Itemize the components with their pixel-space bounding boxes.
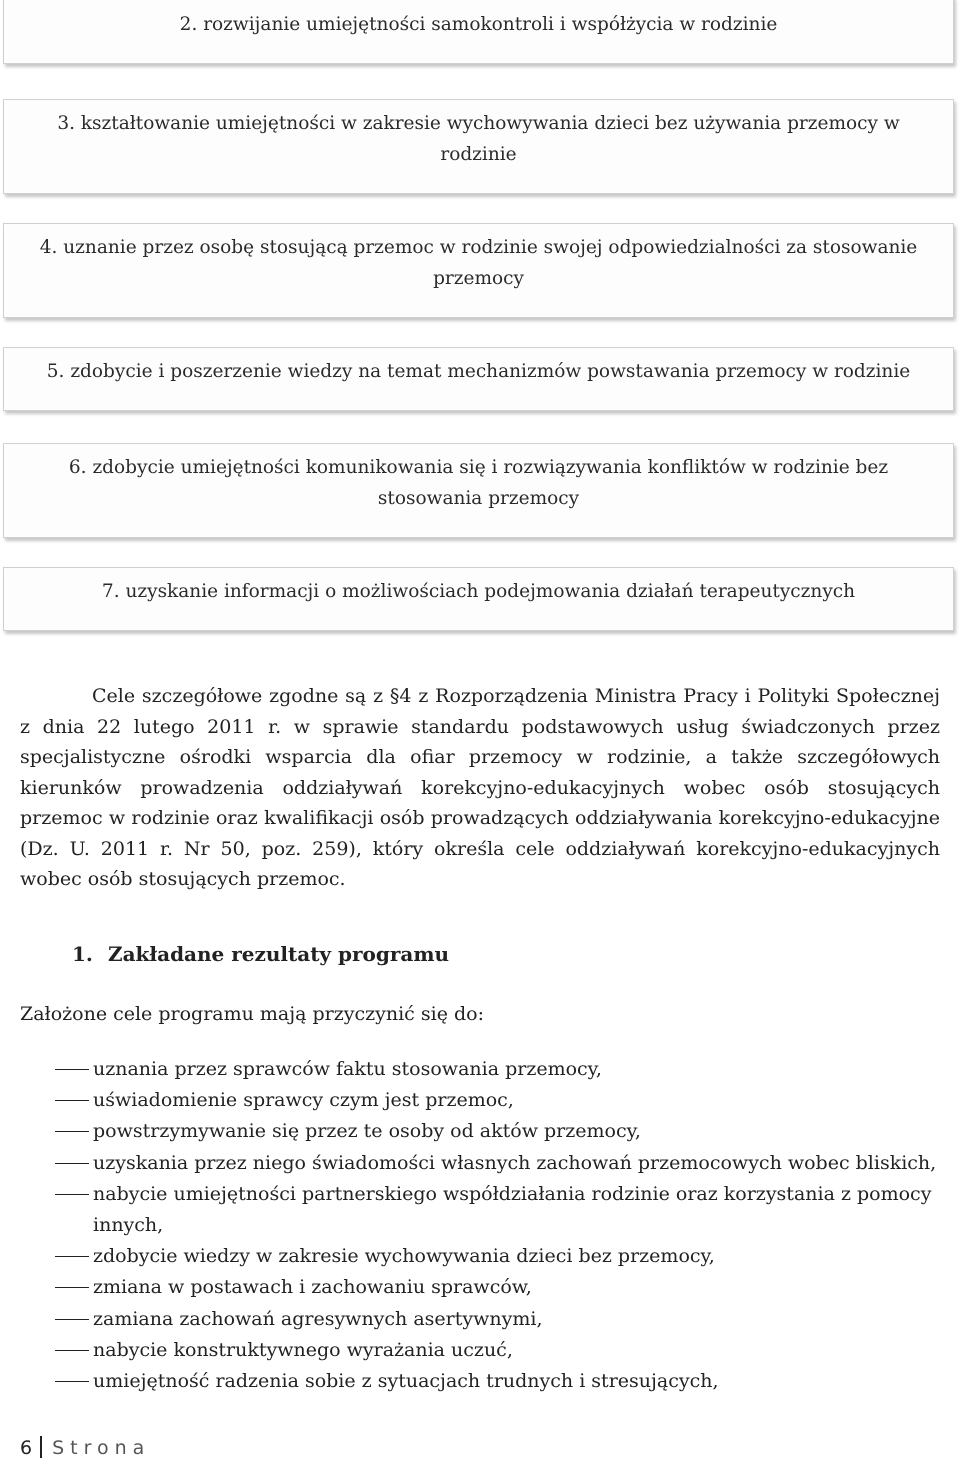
list-item-text: uznania przez sprawców faktu stosowania przemocy, [93,1058,602,1080]
list-item-text: zamiana zachowań agresywnych asertywnymi, [93,1307,543,1330]
goal-text: 4. uznanie przez osobę stosującą przemoc w rodzinie swojej odpowiedzialności za stosowanie przemocy [39,237,918,289]
page-footer [20,1436,150,1459]
list-item-text: umiejętność radzenia sobie z sytuacjach trudnych i stresujących, [93,1370,719,1393]
goal-text: 2. rozwijanie umiejętności samokontroli i współżycia w rodzinie [179,14,778,35]
list-item [0,1085,943,1116]
list-item [0,1366,943,1397]
dash-bullet [55,1194,89,1195]
dash-bullet [55,1100,89,1101]
list-item-text: zmiana w postawach i zachowaniu sprawców, [93,1276,532,1299]
list-item-text: uzyskania przez niego świadomości własnych zachowań przemocowych wobec bliskich, [93,1151,937,1174]
list-item-text: nabycie umiejętności partnerskiego współdziałania rodzinie oraz korzystania z pomocy innych, [93,1182,932,1237]
list-item-text: nabycie konstruktywnego wyrażania uczuć, [93,1338,513,1361]
list-item [0,1148,943,1179]
dash-bullet [55,1131,89,1132]
list-item-text: uświadomienie sprawcy czym jest przemoc, [93,1089,514,1112]
list-item [0,1272,943,1303]
footer-separator [40,1436,42,1458]
dash-bullet [55,1319,89,1320]
legal-paragraph: Cele szczegółowe zgodne są z §4 z Rozporządzenia Ministra Pracy i Polityki Społecznej z dnia 22 lutego 2011 r. w sprawie standardu podstawowych usług świadczonych przez specjalistyczne ośrodki wsparcia dla ofiar przemocy w rodzinie, a także szczegółowych kierunków prowadzenia oddziaływań korekcyjno-edukacyjnych wobec osób stosujących przemoc w rodzinie oraz kwalifikacji osób prowadzących oddziaływania korekcyjno-edukacyjne (Dz. U. 2011 r. Nr 50, poz. 259), który określa cele oddziaływań korekcyjno-edukacyjnych wobec osób stosujących przemoc. [20,685,940,890]
goal-box-4 [3,223,954,318]
goal-box-7 [3,567,954,631]
goal-box-2 [3,0,954,64]
list-item [0,1179,943,1241]
page-label: Strona [52,1437,151,1459]
page-number: 6 [20,1437,33,1459]
results-intro: Założone cele programu mają przyczynić się do: [20,1003,484,1025]
list-item-text: powstrzymywanie się przez te osoby od aktów przemocy, [93,1120,641,1143]
goal-text: 6. zdobycie umiejętności komunikowania się i rozwiązywania konfliktów w rodzinie bez stosowania przemocy [68,457,889,509]
list-item [0,1241,943,1272]
section-title: Zakładane rezultaty programu [108,942,450,966]
list-item [0,1304,943,1335]
dash-bullet [55,1256,89,1257]
dash-bullet [55,1163,89,1164]
goal-text: 5. zdobycie i poszerzenie wiedzy na temat mechanizmów powstawania przemocy w rodzinie [46,361,911,382]
list-item [0,1116,943,1147]
goal-box-5 [3,347,954,411]
results-list [0,1054,960,1397]
goal-box-3 [3,99,954,194]
list-item-text: zdobycie wiedzy w zakresie wychowywania dzieci bez przemocy, [93,1245,715,1268]
dash-bullet [55,1350,89,1351]
section-number: 1. [72,942,93,966]
goal-box-6 [3,443,954,538]
dash-bullet [55,1381,89,1382]
goal-text: 3. kształtowanie umiejętności w zakresie wychowywania dzieci bez używania przemocy w rodzinie [57,113,900,165]
goal-text: 7. uzyskanie informacji o możliwościach podejmowania działań terapeutycznych [101,581,856,602]
section-heading [72,942,449,966]
list-item [0,1335,943,1366]
list-item [0,1054,943,1085]
dash-bullet [55,1069,89,1070]
dash-bullet [55,1287,89,1288]
